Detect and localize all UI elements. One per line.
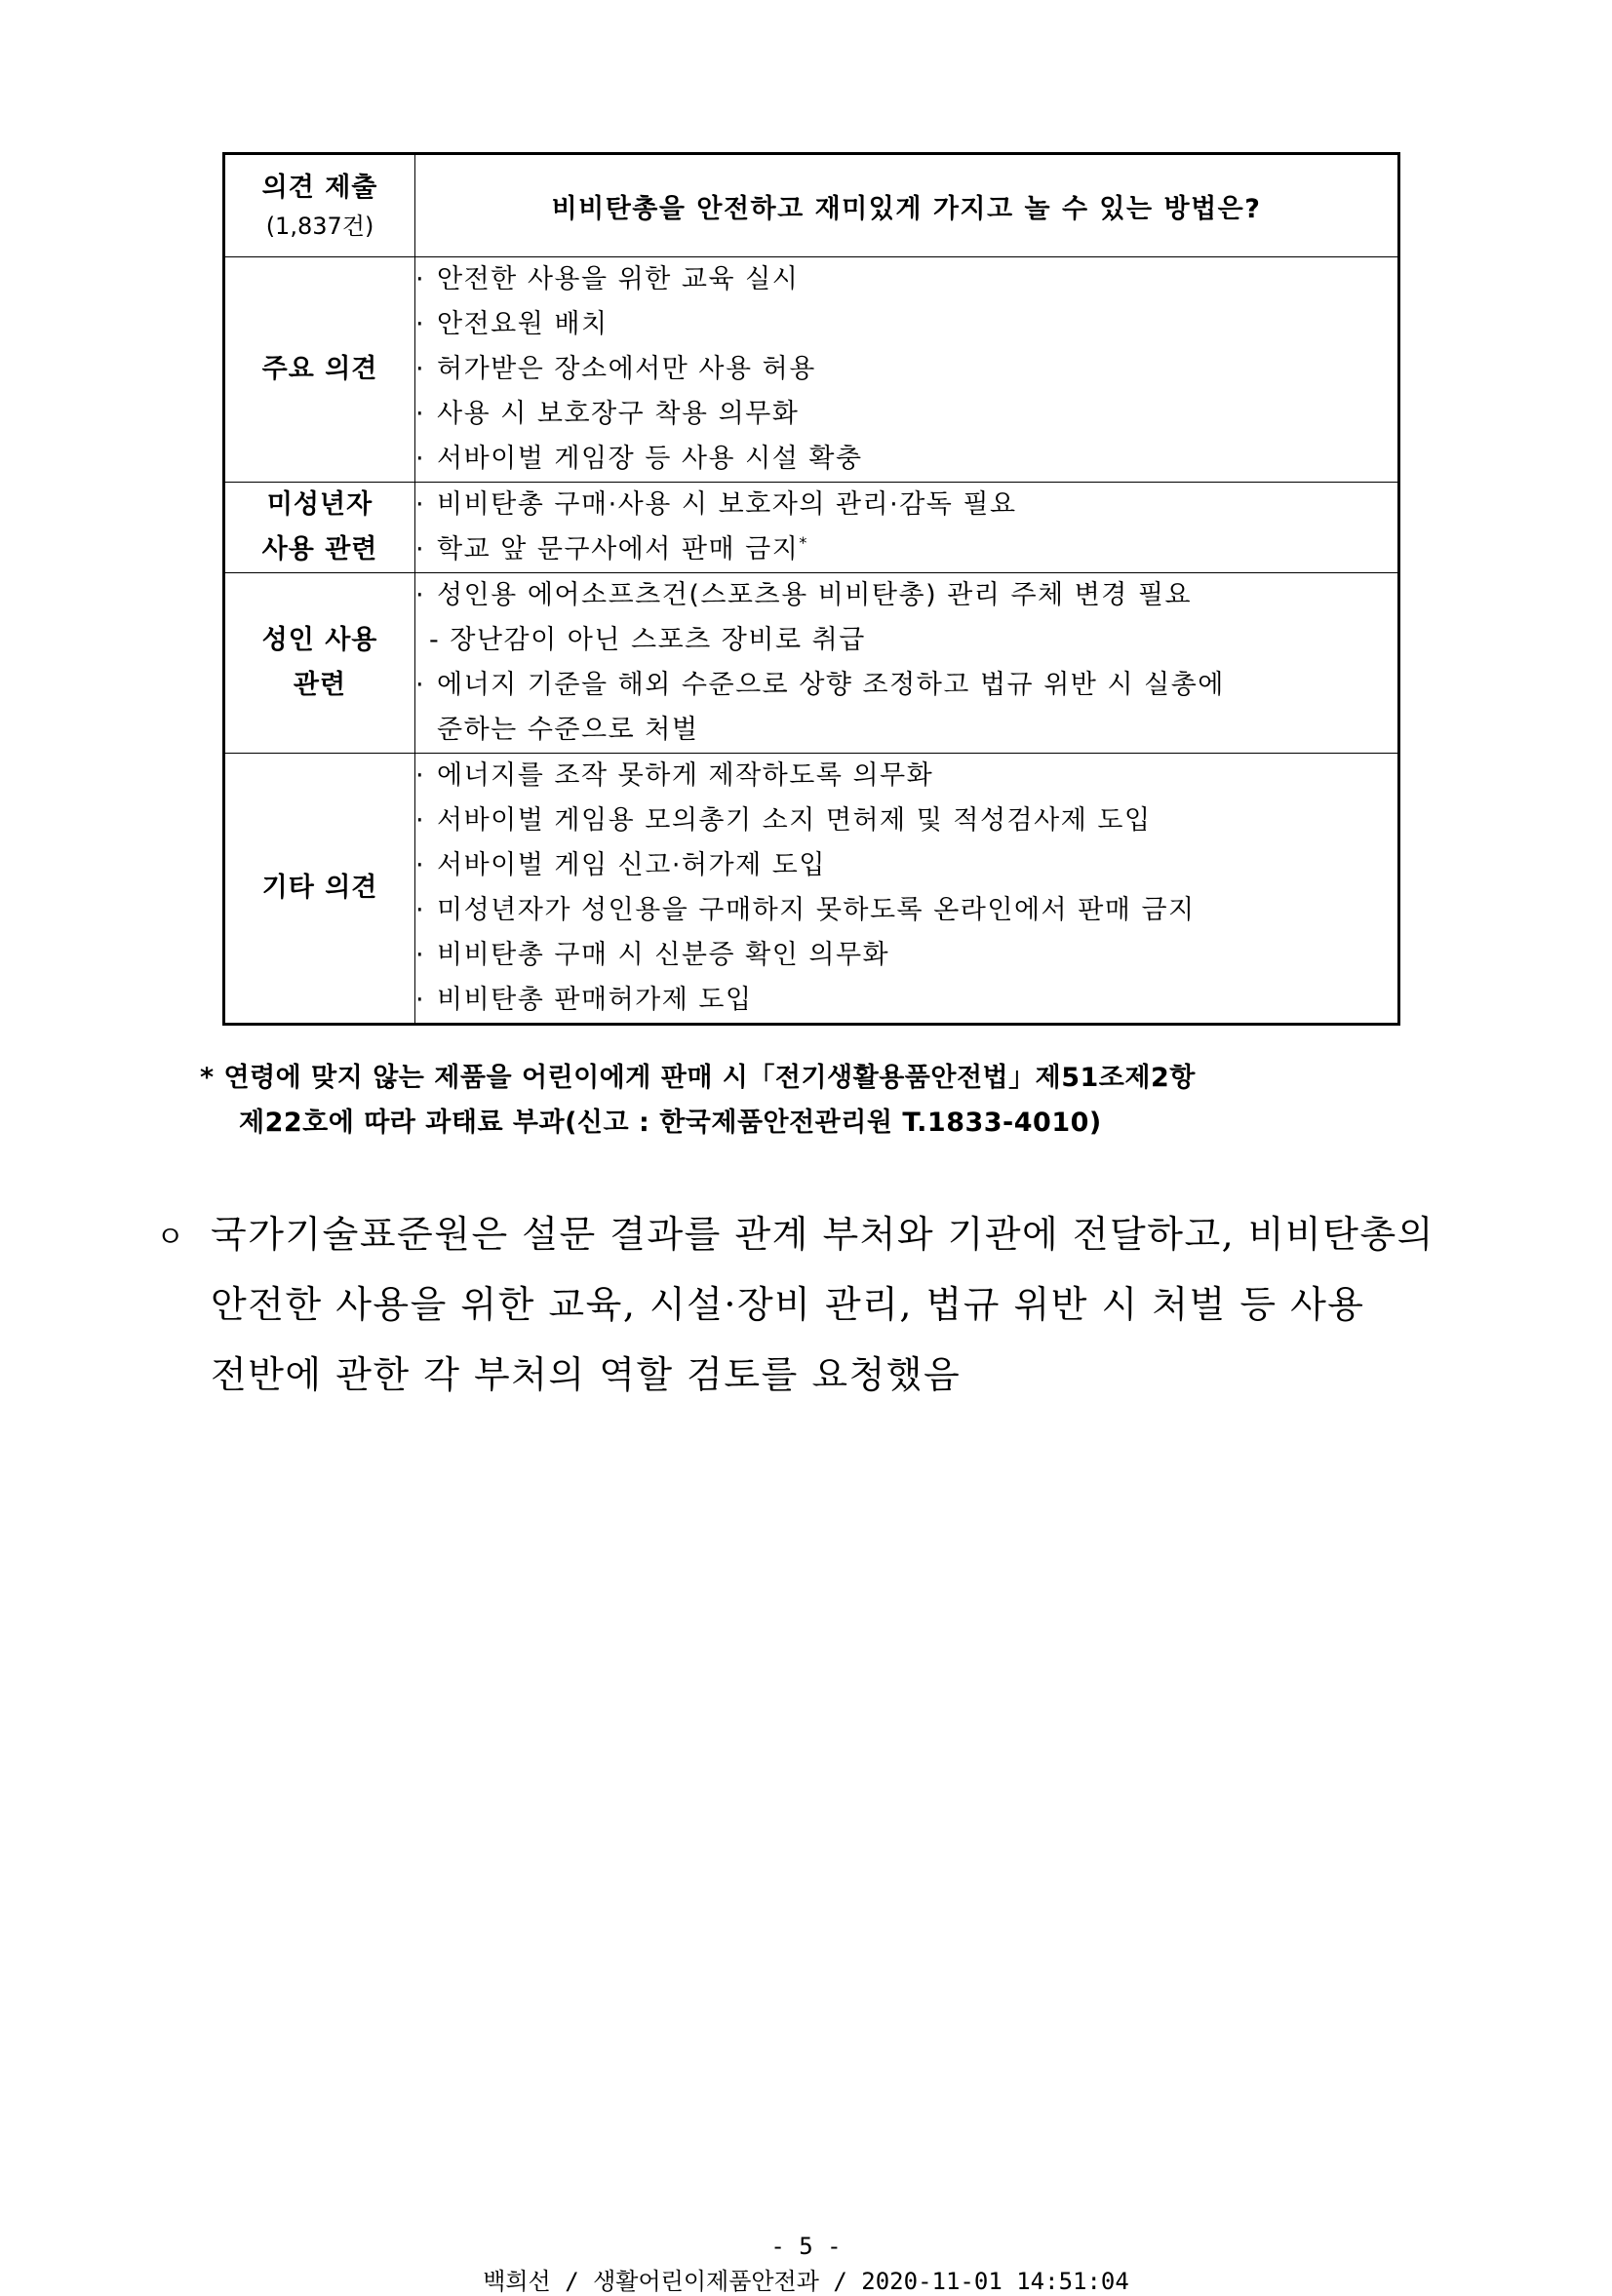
row-content [415, 483, 1399, 573]
row-label [224, 573, 415, 754]
list-item: · 안전요원 배치 [415, 309, 609, 339]
header-label: 의견 제출 [261, 172, 378, 203]
list-item-continuation: 준하는 수준으로 처벌 [437, 715, 699, 745]
list-item: · 서바이벌 게임용 모의총기 소지 면허제 및 적성검사제 도입 [415, 805, 1152, 836]
page-number: - 5 - [770, 2233, 842, 2260]
list-item: · 에너지를 조작 못하게 제작하도록 의무화 [415, 760, 934, 791]
list-item: · 허가받은 장소에서만 사용 허용 [415, 354, 816, 384]
list-item: · 사용 시 보호장구 착용 의무화 [415, 399, 800, 429]
header-count: (1,837건) [265, 212, 374, 240]
paragraph-line: ㅇ 국가기술표준원은 설문 결과를 관계 부처와 기관에 전달하고, 비비탄총의 [156, 1199, 1482, 1269]
row-label-text: 성인 사용 [261, 625, 378, 655]
list-item: · 서바이벌 게임장 등 사용 시설 확충 [415, 444, 863, 474]
table-header-row [224, 154, 1399, 257]
footnote-line: 제22호에 따라 과태료 부과(신고 : 한국제품안전관리원 T.1833-4010) [239, 1108, 1102, 1138]
row-label [224, 257, 415, 483]
table-row [224, 754, 1399, 1025]
row-content [415, 573, 1399, 754]
table-row [224, 573, 1399, 754]
list-item: · 성인용 에어소프츠건(스포츠용 비비탄총) 관리 주체 변경 필요 [415, 580, 1193, 610]
paragraph-line: 전반에 관한 각 부처의 역할 검토를 요청했음 [211, 1353, 962, 1396]
footnote-marker: * [799, 533, 808, 552]
paragraph-line: 안전한 사용을 위한 교육, 시설·장비 관리, 법규 위반 시 처벌 등 사용 [211, 1283, 1365, 1326]
list-item: · 에너지 기준을 해외 수준으로 상향 조정하고 법규 위반 시 실총에 [415, 670, 1225, 700]
list-item: · 학교 앞 문구사에서 판매 금지* [415, 533, 808, 564]
list-item: · 비비탄총 구매·사용 시 보호자의 관리·감독 필요 [415, 489, 1017, 520]
row-label-text: 미성년자 [266, 489, 374, 520]
table-row [224, 257, 1399, 483]
header-title: 비비탄총을 안전하고 재미있게 가지고 놀 수 있는 방법은? [415, 154, 1399, 257]
row-content [415, 754, 1399, 1025]
list-item: · 서바이벌 게임 신고·허가제 도입 [415, 850, 826, 880]
list-item: · 비비탄총 구매 시 신분증 확인 의무화 [415, 940, 890, 970]
summary-paragraph [156, 1199, 1482, 1410]
list-item: · 비비탄총 판매허가제 도입 [415, 985, 753, 1015]
footnote [200, 1056, 1507, 1146]
document-meta: 백희선 / 생활어린이제품안전과 / 2020-11-01 14:51:04 [483, 2268, 1129, 2295]
list-subitem: - 장난감이 아닌 스포츠 장비로 취급 [429, 625, 866, 655]
row-label-text: 주요 의견 [261, 354, 378, 384]
row-label-text: 사용 관련 [261, 534, 378, 564]
list-item: · 안전한 사용을 위한 교육 실시 [415, 264, 800, 294]
row-label [224, 754, 415, 1025]
opinions-table [222, 152, 1400, 1026]
table-row [224, 483, 1399, 573]
footnote-line: * 연령에 맞지 않는 제품을 어린이에게 판매 시「전기생활용품안전법」제51조제2항 [200, 1063, 1196, 1093]
circle-bullet-icon: ㅇ [156, 1221, 186, 1255]
row-label [224, 483, 415, 573]
row-content [415, 257, 1399, 483]
list-item: · 미성년자가 성인용을 구매하지 못하도록 온라인에서 판매 금지 [415, 895, 1196, 925]
row-label-text: 관련 [293, 670, 347, 700]
header-label-cell [224, 154, 415, 257]
row-label-text: 기타 의견 [261, 873, 378, 903]
